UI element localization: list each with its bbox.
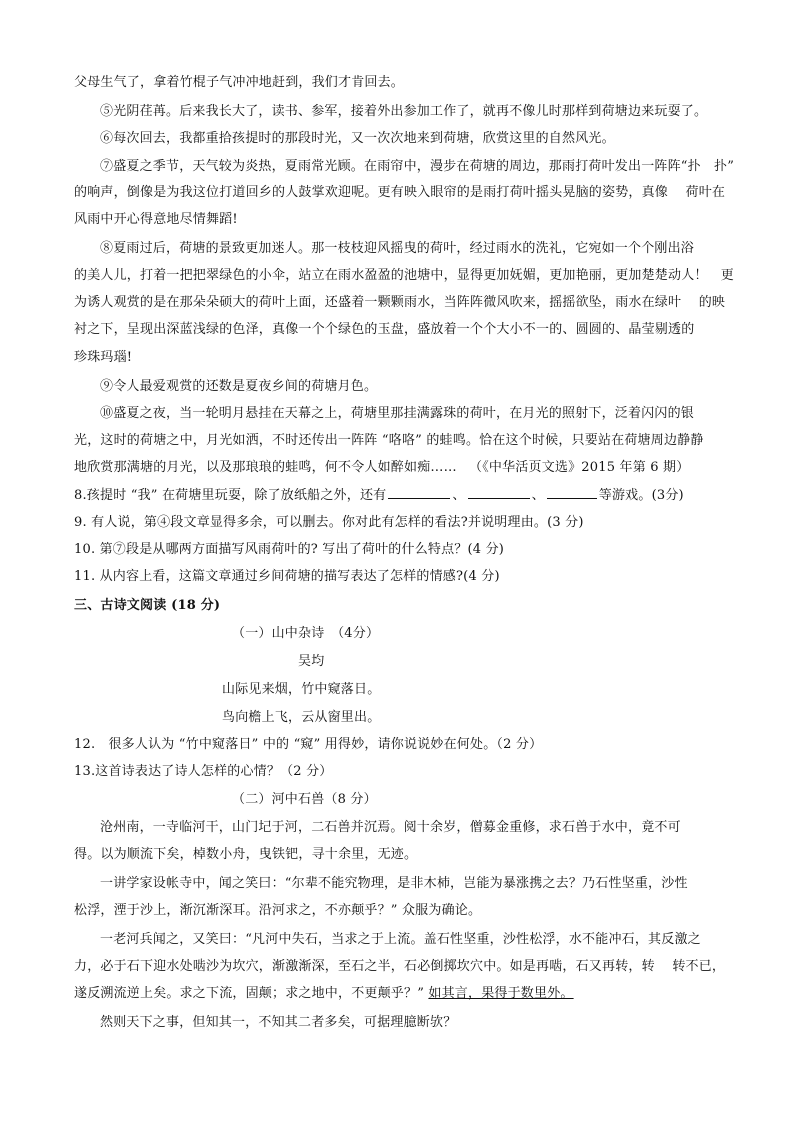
poem-line-1: 山际见来烟，竹中窥落日。	[222, 682, 381, 697]
answer-blank-1[interactable]	[388, 486, 450, 499]
question-8-text: 8.孩提时 “我” 在荷塘里玩耍，除了放纸船之外，还有	[74, 488, 387, 503]
question-8	[74, 485, 724, 507]
paragraph-8-line-4: 衬之下，呈现出深蓝浅绿的色泽，真像一个个绿色的玉盘，盛放着一个个大小不一的、圆圆的、晶莹剔透的	[74, 322, 695, 337]
paragraph-7-line-2: 的响声，倒像是为我这位打道回乡的人鼓掌欢迎呢。更有映入眼帘的是雨打荷叶摇头晃脑的姿势，真像 荷叶在	[74, 185, 726, 200]
prose-paragraph-3-line-2: 力，必于石下迎水处啮沙为坎穴，渐激渐深，至石之半，石必倒掷坎穴中。如是再啮，石又再转，转 转不已，	[74, 959, 726, 974]
paragraph-7-line-3: 风雨中开心得意地尽情舞蹈!	[74, 212, 238, 227]
poem-author: 吴均	[298, 654, 325, 669]
blank-separator: 、	[452, 488, 466, 503]
prose-paragraph-1-line-2: 得。以为顺流下矣，棹数小舟，曳铁钯，寻十余里，无迹。	[74, 847, 418, 862]
source-citation: （《中华活页文选》2015 年第 6 期）	[469, 460, 690, 475]
question-10: 10. 第⑦段是从哪两方面描写风雨荷叶的? 写出了荷叶的什么特点？(4 分)	[74, 542, 505, 557]
paragraph-8-line-3: 为诱人观赏的是在那朵朵硕大的荷叶上面，还盛着一颗颗雨水，当阵阵微风吹来，摇摇欲坠，雨水在绿叶 的映	[74, 295, 726, 310]
paragraph-10-line-3-text: 地欣赏那满塘的月光，以及那琅琅的蛙鸣，何不令人如醉如痴……	[74, 460, 457, 475]
prose-title: （二）河中石兽（8 分）	[232, 792, 377, 807]
paragraph-8-line-5: 珍珠玛瑙!	[74, 350, 133, 365]
prose-paragraph-4: 然则天下之事，但知其一，不知其二者多矣，可据理臆断欤？	[100, 1015, 457, 1030]
paragraph-line: 父母生气了，拿着竹棍子气冲冲地赶到，我们才肯回去。	[74, 75, 405, 90]
paragraph-8-line-1: ⑧夏雨过后，荷塘的景致更加迷人。那一枝枝迎风摇曳的荷叶，经过雨水的洗礼，它宛如一个个刚出浴	[100, 241, 695, 256]
blank-separator: 、	[531, 488, 545, 503]
question-9: 9. 有人说，第④段文章显得多余，可以删去。你对此有怎样的看法?并说明理由。(3 分)	[74, 515, 584, 530]
question-11: 11. 从内容上看，这篇文章通过乡间荷塘的描写表达了怎样的情感?(4 分)	[74, 569, 500, 584]
prose-paragraph-1-line-1: 沧州南，一寺临河干，山门圮于河，二石兽并沉焉。阅十余岁，僧募金重修，求石兽于水中，竟不可	[100, 820, 681, 835]
prose-paragraph-2-line-1: 一讲学家设帐寺中，闻之笑曰：“尔辈不能究物理，是非木杮，岂能为暴涨携之去？乃石性坚重，沙性	[100, 876, 688, 891]
underlined-sentence: 如其言，果得于数里外。	[428, 986, 574, 1001]
prose-paragraph-3-line-3	[74, 983, 724, 1005]
paragraph-8-line-2: 的美人儿，打着一把把翠绿色的小伞，站立在雨水盈盈的池塘中，显得更加妩媚，更加艳丽，更加楚楚动人！ 更	[74, 268, 735, 283]
paragraph-5: ⑤光阴荏苒。后来我长大了，读书、参军，接着外出参加工作了，就再不像儿时那样到荷塘边来玩耍了。	[100, 104, 708, 119]
prose-paragraph-3-line-1: 一老河兵闻之，又笑曰：“凡河中失石，当求之于上流。盖石性坚重，沙性松浮，水不能冲石，其反激之	[100, 932, 701, 947]
question-13: 13.这首诗表达了诗人怎样的心情？（2 分）	[74, 764, 333, 779]
prose-line-text: 遂反溯流逆上矣。求之下流，固颠；求之地中，不更颠乎？”	[74, 986, 429, 1001]
poem-line-2: 鸟向檐上飞，云从窗里出。	[222, 710, 381, 725]
paragraph-9: ⑨令人最爱观赏的还数是夏夜乡间的荷塘月色。	[100, 379, 378, 394]
question-8-tail: 等游戏。(3分)	[598, 488, 684, 503]
prose-paragraph-2-line-2: 松浮，湮于沙上，渐沉渐深耳。沿河求之，不亦颠乎？” 众服为确论。	[74, 903, 482, 918]
paragraph-10-line-2: 光，这时的荷塘之中，月光如洒，不时还传出一阵阵 “咯咯” 的蛙鸣。恰在这个时候，只要站在荷塘周边静静	[74, 433, 704, 448]
answer-blank-3[interactable]	[547, 486, 597, 499]
poem-title: （一）山中杂诗 （4分）	[232, 626, 380, 641]
paragraph-10-line-1: ⑩盛夏之夜，当一轮明月悬挂在天幕之上，荷塘里那挂满露珠的荷叶，在月光的照射下，泛着闪闪的银	[100, 406, 695, 421]
question-12: 12. 很多人认为 “竹中窥落日” 中的 “窥” 用得妙，请你说说妙在何处。（2 分）	[74, 737, 543, 752]
paragraph-7-line-1: ⑦盛夏之季节，天气较为炎热，夏雨常光顾。在雨帘中，漫步在荷塘的周边，那雨打荷叶发出一阵阵“扑 扑”	[100, 159, 735, 174]
paragraph-10-line-3	[74, 457, 724, 479]
paragraph-6: ⑥每次回去，我都重拾孩提时的那段时光，又一次次地来到荷塘，欣赏这里的自然风光。	[100, 131, 615, 146]
answer-blank-2[interactable]	[468, 486, 530, 499]
section-heading: 三、古诗文阅读 (18 分)	[74, 598, 221, 613]
